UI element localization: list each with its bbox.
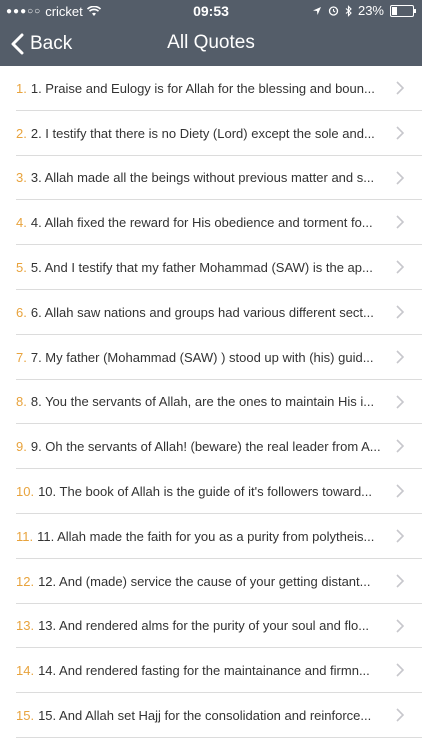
quote-text: 14. And rendered fasting for the maintainance and firmn... (38, 663, 370, 679)
chevron-right-icon (396, 529, 404, 543)
chevron-right-icon (396, 619, 404, 633)
quote-text: 7. My father (Mohammad (SAW) ) stood up with (his) guid... (30, 349, 374, 365)
list-item[interactable] (0, 424, 422, 469)
chevron-right-icon (396, 81, 404, 95)
list-item[interactable] (0, 469, 422, 514)
list-item[interactable] (0, 66, 422, 111)
chevron-right-icon (396, 395, 404, 409)
chevron-right-icon (396, 171, 404, 185)
list-item[interactable] (0, 200, 422, 245)
location-icon (312, 6, 322, 16)
quote-number: 5. (16, 260, 27, 276)
navigation-bar (0, 22, 422, 66)
quote-text: 15. And Allah set Hajj for the consolidation and reinforce... (38, 708, 372, 724)
quote-number: 10. (16, 484, 35, 500)
header (0, 0, 422, 66)
chevron-right-icon (396, 126, 404, 140)
quote-number: 6. (16, 304, 27, 320)
chevron-right-icon (396, 574, 404, 588)
status-right (312, 3, 414, 18)
quote-text: 8. You the servants of Allah, are the ones to maintain His i... (30, 394, 375, 410)
quote-number: 11. (16, 528, 34, 544)
quote-number: 15. (16, 708, 35, 724)
alarm-icon (328, 5, 339, 16)
quote-text: 12. And (made) service the cause of your getting distant... (38, 573, 371, 589)
list-item[interactable] (0, 335, 422, 380)
list-item[interactable] (0, 648, 422, 693)
battery-percent: 23% (357, 3, 384, 18)
carrier-label: cricket (45, 4, 83, 19)
clock: 09:53 (193, 3, 229, 19)
quote-number: 14. (16, 663, 35, 679)
quotes-list (0, 66, 422, 738)
quote-number: 2. (16, 125, 27, 141)
chevron-right-icon (396, 439, 404, 453)
list-item[interactable] (0, 290, 422, 335)
quote-number: 12. (16, 573, 35, 589)
list-item[interactable] (0, 693, 422, 738)
quote-text: 9. Oh the servants of Allah! (beware) the real leader from A... (30, 439, 381, 455)
chevron-right-icon (396, 708, 404, 722)
chevron-right-icon (396, 484, 404, 498)
quote-text: 2. I testify that there is no Diety (Lord) except the sole and... (30, 125, 375, 141)
chevron-right-icon (396, 260, 404, 274)
signal-icon: ●●●○○ (6, 6, 42, 17)
list-item[interactable] (0, 514, 422, 559)
back-label: Back (30, 33, 73, 54)
list-item[interactable] (0, 604, 422, 649)
list-item[interactable] (0, 559, 422, 604)
quote-number: 13. (16, 618, 35, 634)
quote-text: 13. And rendered alms for the purity of your soul and flo... (38, 618, 370, 634)
list-item[interactable] (0, 245, 422, 290)
quote-text: 3. Allah made all the beings without previous matter and s... (30, 170, 375, 186)
quote-text: 4. Allah fixed the reward for His obedience and torment fo... (30, 215, 373, 231)
quote-text: 5. And I testify that my father Mohammad (SAW) is the ap... (30, 260, 373, 276)
quote-number: 4. (16, 215, 27, 231)
bluetooth-icon (345, 5, 352, 17)
quote-text: 1. Praise and Eulogy is for Allah for the blessing and boun... (30, 80, 375, 96)
list-item[interactable] (0, 380, 422, 425)
chevron-right-icon (396, 215, 404, 229)
quote-number: 7. (16, 349, 27, 365)
quote-number: 1. (16, 80, 27, 96)
list-item[interactable] (0, 156, 422, 201)
page-title: All Quotes (167, 32, 255, 53)
quote-number: 8. (16, 394, 27, 410)
battery-fill (392, 7, 397, 15)
quote-text: 6. Allah saw nations and groups had various different sect... (30, 304, 374, 320)
quote-text: 10. The book of Allah is the guide of it's followers toward... (38, 484, 373, 500)
list-item[interactable] (0, 111, 422, 156)
chevron-right-icon (396, 663, 404, 677)
quote-number: 9. (16, 439, 27, 455)
chevron-right-icon (396, 305, 404, 319)
quote-number: 3. (16, 170, 27, 186)
quote-text: 11. Allah made the faith for you as a purity from polytheis... (37, 528, 375, 544)
chevron-right-icon (396, 350, 404, 364)
battery-icon (390, 5, 414, 17)
status-bar (0, 0, 422, 22)
